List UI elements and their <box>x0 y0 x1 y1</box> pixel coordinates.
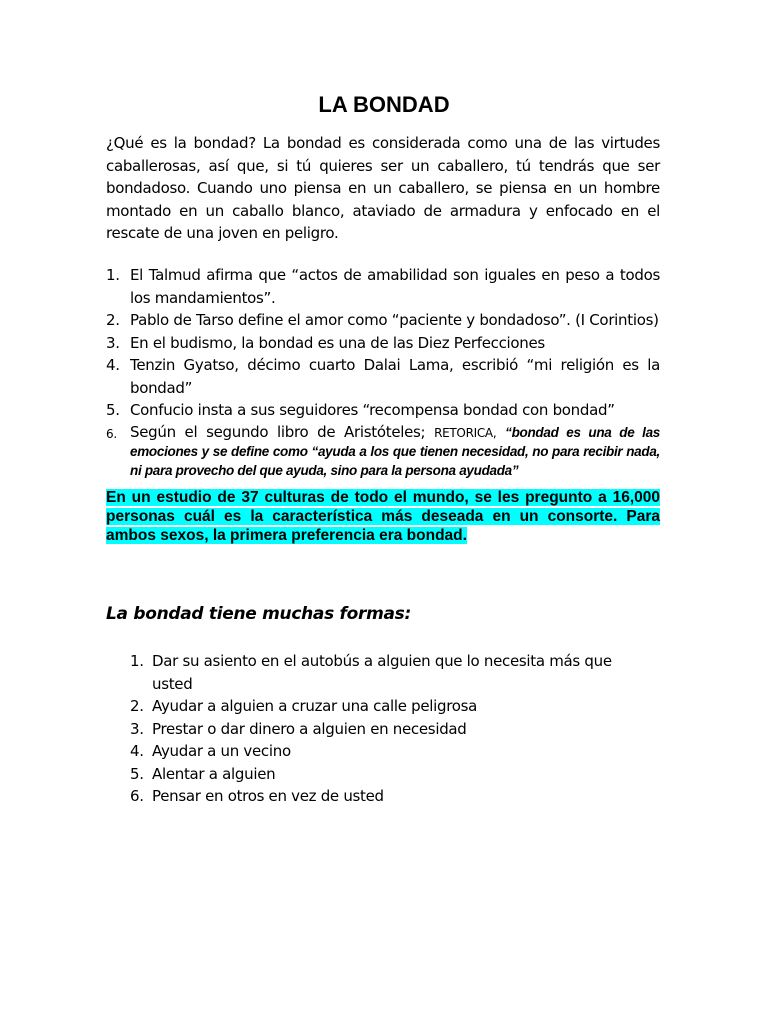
list-item <box>130 785 644 808</box>
list-item-text: Ayudar a alguien a cruzar una calle peligrosa <box>152 697 478 715</box>
list-number: 4. <box>130 742 144 760</box>
list-number: 4. <box>106 356 120 374</box>
list-item <box>130 740 644 763</box>
list-number: 3. <box>130 719 144 738</box>
intro-paragraph: ¿Qué es la bondad? La bondad es considerada como una de las virtudes caballerosas, así que, si tú quieres ser un caballero, tú tendrás que ser bondadoso. Cuando uno piensa en un caballero, se piensa en un hombre montado en un caballo blanco, ataviado de armadura y enfocado en el rescate de una joven en peligro. <box>106 134 660 242</box>
page-title: LA BONDAD <box>318 92 450 117</box>
list-item-text: En el budismo, la bondad es una de las Diez Perfecciones <box>130 333 545 352</box>
list-item <box>130 695 644 718</box>
list-item <box>106 309 660 332</box>
list-item <box>106 332 660 355</box>
aristotle-quote: “bondad es una de las emociones y se define como “ayuda a los que tienen necesidad, no para recibir nada, ni para provecho del que ayuda, sino para la persona ayudada” <box>130 424 661 478</box>
section-heading: La bondad tiene muchas formas: <box>106 604 412 624</box>
list-item <box>130 650 644 695</box>
list-item <box>106 399 660 422</box>
book-title: RETORICA, <box>434 425 497 440</box>
list-item-text: Dar su asiento en el autobús a alguien que lo necesita más que usted <box>152 652 612 693</box>
list-number: 6. <box>130 787 144 805</box>
list-item-text: Confucio insta a sus seguidores “recompensa bondad con bondad” <box>130 401 615 419</box>
list-item-text: El Talmud afirma que “actos de amabilidad son iguales en peso a todos los mandamientos”. <box>130 266 660 307</box>
list-number: 2. <box>130 697 144 715</box>
list-item <box>106 423 660 480</box>
list-number: 1. <box>130 652 144 670</box>
list-item-text: Pensar en otros en vez de usted <box>152 787 384 805</box>
list-item-text: Tenzin Gyatso, décimo cuarto Dalai Lama, escribió “mi religión es la bondad” <box>130 356 660 397</box>
list-item-text: Ayudar a un vecino <box>152 742 291 760</box>
list-number: 1. <box>106 266 120 284</box>
kindness-forms-list <box>130 650 644 808</box>
list-item-text: Pablo de Tarso define el amor como “paciente y bondadoso”. (I Corintios) <box>130 311 659 329</box>
list-number: 2. <box>106 311 120 329</box>
list-item <box>130 718 644 741</box>
list-item-text: Prestar o dar dinero a alguien en necesidad <box>152 719 467 738</box>
list-number: 5. <box>106 401 120 419</box>
list-number: 5. <box>130 764 144 783</box>
list-number: 3. <box>106 333 120 352</box>
list-item <box>106 354 660 399</box>
list-number: 6. <box>106 426 117 441</box>
list-item <box>130 763 644 786</box>
highlighted-study-note <box>106 488 660 545</box>
list-item-text-prefix: Según el segundo libro de Aristóteles; <box>130 422 426 441</box>
facts-list <box>106 264 660 480</box>
list-item <box>106 264 660 309</box>
list-item-text: Alentar a alguien <box>152 764 276 783</box>
highlighted-text: En un estudio de 37 culturas de todo el mundo, se les pregunto a 16,000 personas cuál es la característica más deseada en un consorte. Para ambos sexos, la primera preferencia era bondad. <box>106 489 660 544</box>
